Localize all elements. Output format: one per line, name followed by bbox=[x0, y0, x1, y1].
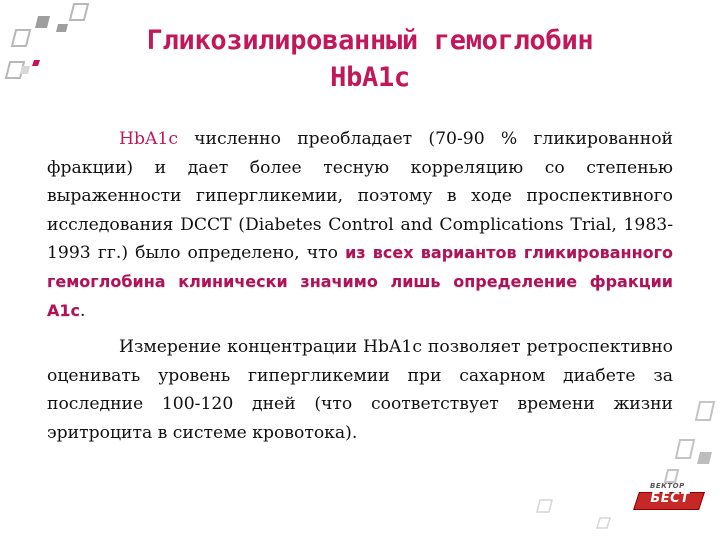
logo-main-text: БЕСТ bbox=[650, 491, 690, 506]
slide-title bbox=[60, 22, 680, 96]
paragraph-1-text: численно преобладает (70-90 % гликированной фракции) и дает более тесную корреляцию со степенью выраженности гипергликемии, поэтому в ходе проспективного исследования DCCT (Diabetes Control and Complications Trial, 1983-1993 гг.) было определено, что bbox=[47, 129, 673, 264]
hba1c-term: HbA1c bbox=[119, 129, 178, 149]
logo-top-text: ВЕКТОР bbox=[650, 482, 685, 490]
title-line-1: Гликозилированный гемоглобин bbox=[146, 25, 594, 56]
paragraph-1-end: . bbox=[80, 300, 86, 321]
paragraph-1-emphasis: из всех вариантов гликированного гемоглобина клинически значимо лишь определение фракции А1с bbox=[47, 243, 673, 320]
paragraph-2: Измерение концентрации HbA1c позволяет ретроспективно оценивать уровень гипергликемии при сахарном диабете за последние 100-120 дней (что соответствует времени жизни эритроцита в системе кровотока). bbox=[47, 337, 673, 443]
vector-best-logo bbox=[620, 482, 710, 522]
title-line-2: HbA1c bbox=[330, 62, 410, 93]
slide-body bbox=[47, 125, 673, 448]
paragraph-1 bbox=[47, 125, 673, 325]
